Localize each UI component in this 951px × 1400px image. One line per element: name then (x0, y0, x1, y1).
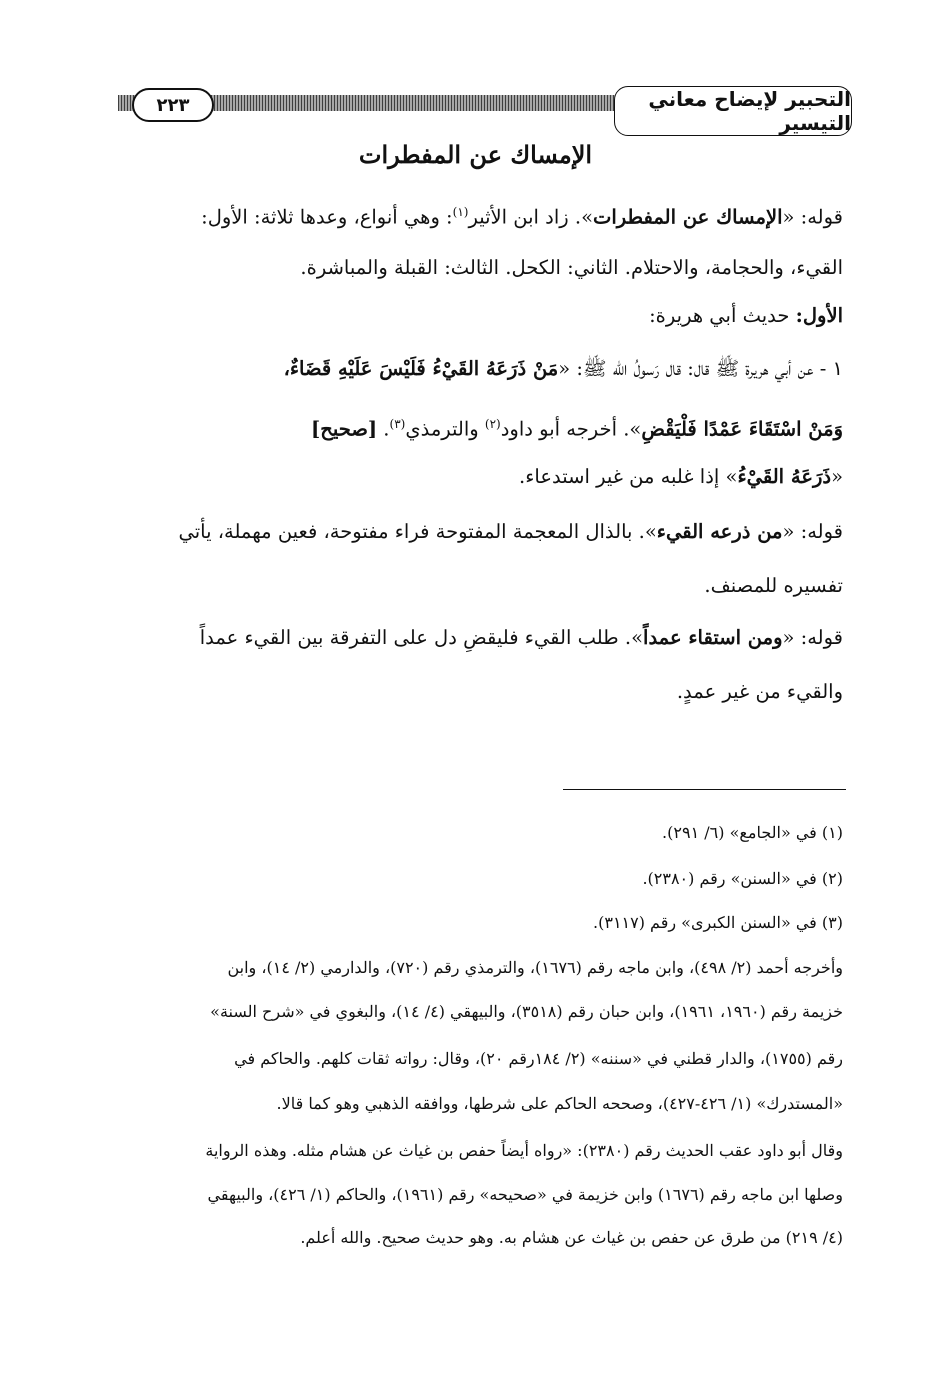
footnote-1: (١) في «الجامع» (٦/ ٢٩١). (662, 823, 843, 842)
footnote-ref-2[interactable]: (٢) (484, 417, 501, 431)
paragraph-line: القيء، والحجامة، والاحتلام. الثاني: الكحل. الثالث: القبلة والمباشرة. (300, 256, 843, 279)
bold-term: ذَرَعَهُ القَيْءُ (737, 465, 832, 488)
chapter-title: الإمساك عن المفطرات (358, 140, 593, 169)
text-run: والترمذي (405, 417, 485, 441)
text-run: ». أخرجه أبو داود (500, 417, 642, 441)
text-run: ». بالذال المعجمة المفتوحة فراء مفتوحة، فعين مهملة، يأتي (178, 520, 657, 543)
text-run: ١ - عن أبي هريرة ﷺ قال: قال رَسولُ الله ﷺ: « (558, 357, 843, 380)
footnote-note-line: وأخرجه أحمد (٢/ ٤٩٨)، وابن ماجه رقم (١٦٧٦)، والترمذي رقم (٧٢٠)، والدارمي (٢/ ١٤)، وابن (227, 958, 843, 977)
footnote-note-line: (٤/ ٢١٩) من طرق عن حفص بن غياث عن هشام به. وهو حديث صحيح. والله أعلم. (300, 1228, 843, 1247)
hadith-grade: [صحيح] (311, 417, 378, 441)
bold-term: الإمساك عن المفطرات (593, 205, 783, 229)
bold-term: الأول: (795, 304, 843, 327)
paragraph-line (105, 517, 843, 547)
page-number-frame (132, 88, 214, 122)
footnote-note-line: خزيمة رقم (١٩٦٠، ١٩٦١)، وابن حبان رقم (٣٥١٨)، والبيهقي (٤/ ١٤)، والبغوي في «شرح السنة» (210, 1002, 843, 1021)
footnote-2: (٢) في «السنن» رقم (٢٣٨٠). (642, 869, 843, 888)
running-header (118, 86, 852, 138)
text-run: » إذا غلبه من غير استدعاء. (519, 465, 738, 488)
text-run: ». طلب القيء فليقضِ دل على التفرقة بين القيء عمداً (199, 626, 644, 649)
footnote-note-line: وقال أبو داود عقب الحديث رقم (٢٣٨٠): «رواه أيضاً حفص بن غياث عن هشام مثله. وهذه الرواية (205, 1141, 843, 1160)
paragraph-line: والقيء من غير عمدٍ. (676, 680, 843, 703)
hadith-line (105, 354, 843, 384)
footnote-note-line: وصلها ابن ماجه رقم (١٦٧٦) وابن خزيمة في «صحيحه» رقم (١٩٦١)، والحاكم (١/ ٤٢٦)، والبيهقي (207, 1185, 843, 1204)
bold-term: ومن استقاء عمداً (643, 626, 783, 649)
text-run: حديث أبي هريرة: (649, 304, 796, 327)
footnote-separator (563, 789, 846, 790)
footnote-ref-3[interactable]: (٣) (389, 417, 406, 431)
text-run: . (377, 417, 390, 441)
text-run: قوله: « (782, 626, 843, 649)
gloss-line (105, 462, 843, 492)
footnote-note-line: «المستدرك» (١/ ٤٢٦-٤٢٧)، وصححه الحاكم على شرطها، ووافقه الذهبي وهو كما قالا. (276, 1094, 843, 1113)
hadith-text: مَنْ ذَرَعَهُ القَيْءُ فَلَيْسَ عَلَيْهِ قَضَاءٌ، (283, 357, 559, 380)
text-run: قوله: « (782, 520, 843, 543)
hadith-text: وَمَنْ اسْتَقَاءَ عَمْدًا فَلْيَقْضِ (641, 417, 843, 441)
text-run: قوله: « (782, 205, 843, 229)
bold-term: من ذرعه القيء (656, 520, 783, 543)
paragraph-line (105, 301, 843, 331)
hadith-line (105, 409, 843, 445)
paragraph-line (105, 197, 843, 233)
book-title: التحبير لإيضاح معاني التيسير (648, 87, 851, 135)
text-run: ». زاد ابن الأثير (468, 205, 594, 229)
paragraph-line (105, 623, 843, 653)
footnote-3: (٣) في «السنن الكبرى» رقم (٣١١٧). (593, 913, 843, 932)
text-run: : وهي أنواع، وعدها ثلاثة: الأول: (201, 205, 453, 229)
page-number: ٢٢٣ (156, 94, 190, 116)
text-run: « (831, 465, 843, 488)
paragraph-line: تفسيره للمصنف. (704, 574, 843, 597)
footnote-note-line: رقم (١٧٥٥)، والدار قطني في «سننه» (٢/ ١٨٤رقم ٢٠)، وقال: رواته ثقات كلهم. والحاكم في (234, 1049, 843, 1068)
footnote-ref-1[interactable]: (١) (452, 205, 469, 219)
header-title-frame (614, 86, 852, 136)
